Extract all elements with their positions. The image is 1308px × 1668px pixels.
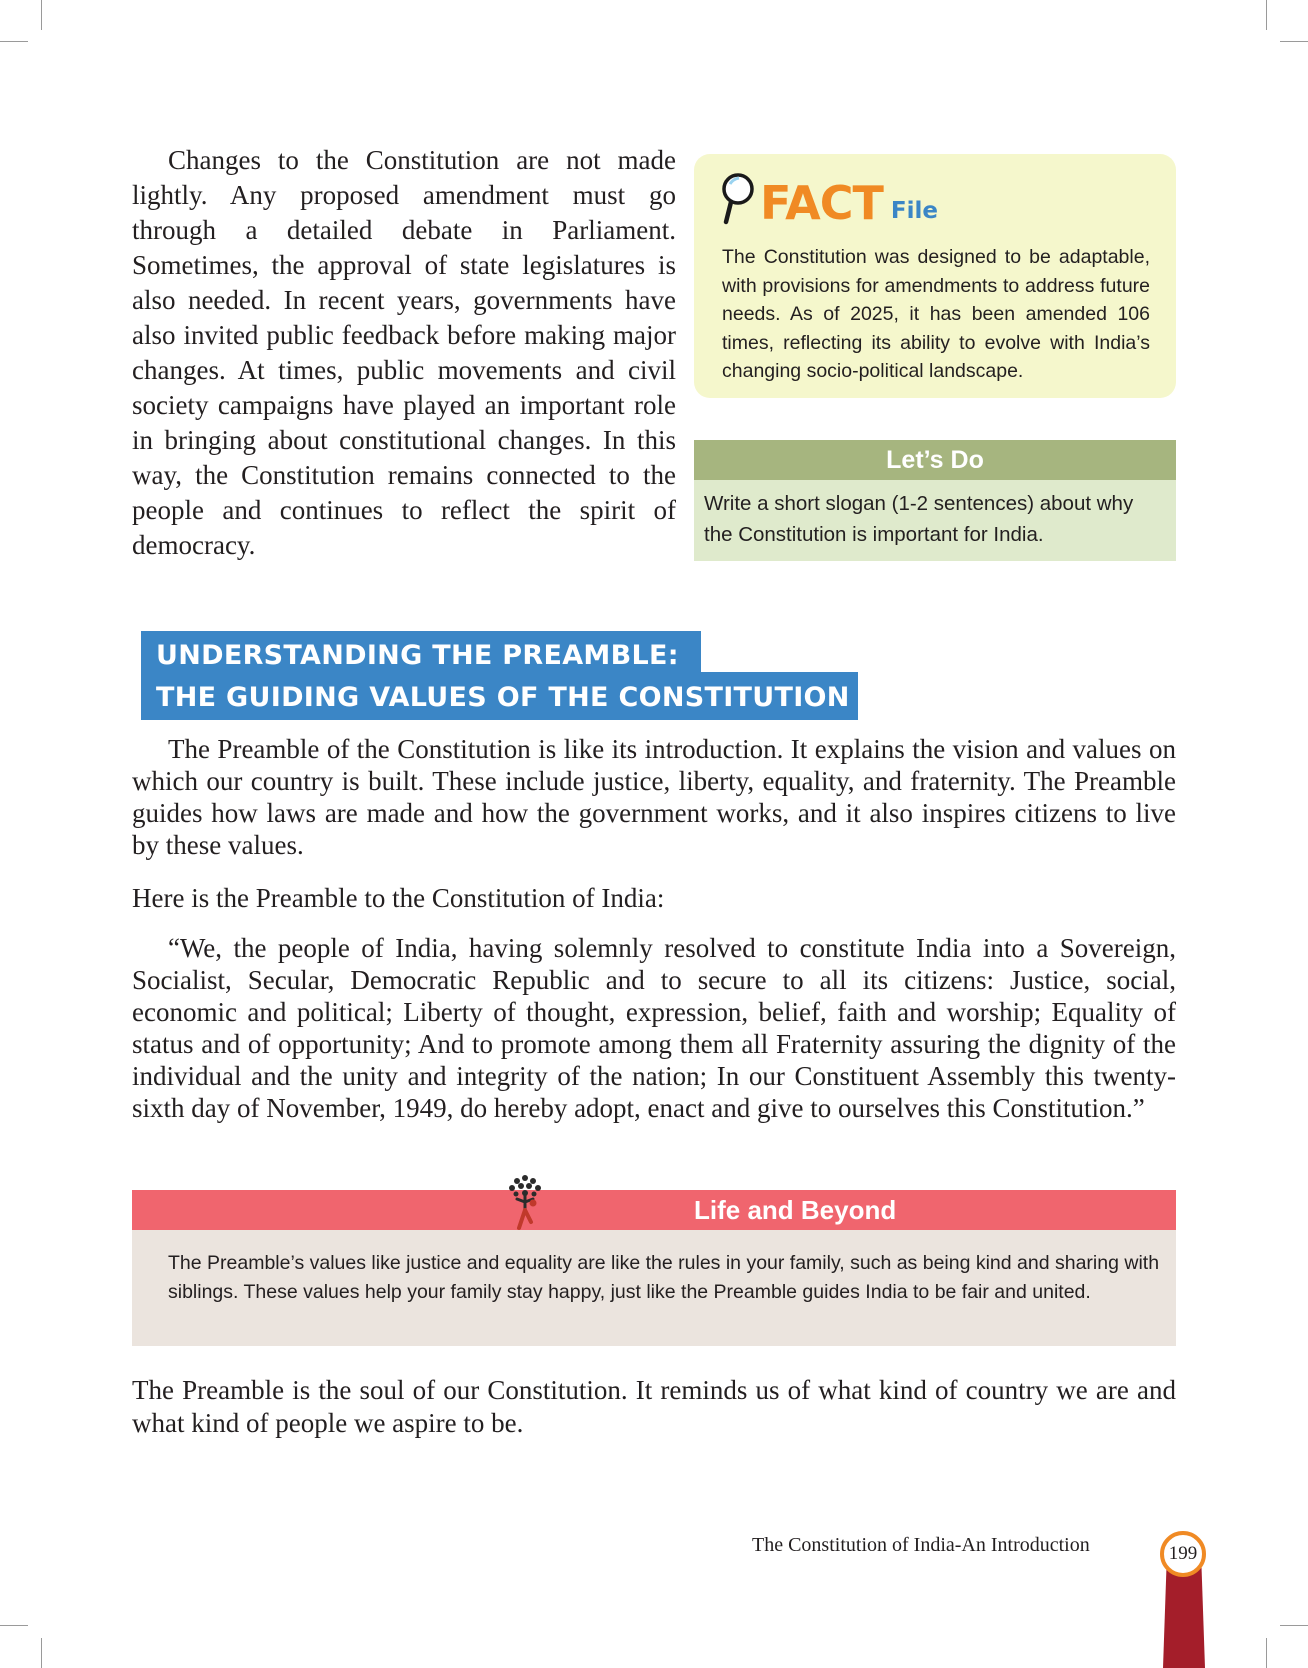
lets-do-title: Let’s Do	[694, 440, 1176, 480]
preamble-lead-line: Here is the Preamble to the Constitution of India:	[132, 883, 665, 913]
fact-file-box	[694, 154, 1176, 398]
crop-mark-top-left-h	[0, 41, 28, 42]
life-and-beyond-text: The Preamble’s values like justice and equality are like the rules in your family, such as being kind and sharing with siblings. These values help your family stay happy, just like the Preamble guides India to be fair and united.	[132, 1230, 1176, 1346]
tree-person-icon	[502, 1172, 548, 1232]
magnifier-icon	[718, 170, 758, 228]
crop-mark-top-right-h	[1280, 41, 1308, 42]
crop-mark-bottom-right-h	[1280, 1625, 1308, 1626]
preamble-quote: “We, the people of India, having solemnly resolved to constitute India into a Sovereign, Socialist, Secular, Democratic Republic and to secure to all its citizens: Justice, social, economic and political; Liberty of thought, expression, belief, faith and worship; Equality of status and of opportunity; And to promote among them all Fraternity assuring the dignity of the individual and the unity and integrity of the nation; In our Constituent Assembly this twenty-sixth day of November, 1949, do hereby adopt, enact and give to ourselves this Constitution.”	[132, 933, 1176, 1123]
life-and-beyond-header	[132, 1190, 1176, 1230]
fact-file-text: The Constitution was designed to be adaptable, with provisions for amendments to address future needs. As of 2025, it has been amended 106 times, reflecting its ability to evolve with India’s changing socio-political landscape.	[722, 246, 1150, 383]
crop-mark-top-left-v	[41, 0, 42, 30]
footer-chapter-title: The Constitution of India-An Introduction	[752, 1534, 1090, 1556]
life-and-beyond-title: Life and Beyond	[694, 1195, 897, 1225]
fact-title: FACT	[760, 176, 883, 230]
section-heading-line-1: UNDERSTANDING THE PREAMBLE:	[156, 640, 679, 671]
section-heading-line-2: THE GUIDING VALUES OF THE CONSTITUTION	[156, 682, 850, 713]
crop-mark-bottom-left-h	[0, 1625, 28, 1626]
lets-do-text: Write a short slogan (1-2 sentences) about why the Constitution is important for India.	[694, 480, 1176, 561]
fact-file-header	[718, 168, 938, 228]
crop-mark-top-right-v	[1266, 0, 1267, 30]
crop-mark-bottom-left-v	[41, 1638, 42, 1668]
file-subtitle: File	[890, 198, 938, 224]
preamble-intro-paragraph: The Preamble of the Constitution is like its introduction. It explains the vision and values on which our country is built. These include justice, liberty, equality, and fraternity. The Preamble guides how laws are made and how the government works, and it also inspires citizens to live by these values.	[132, 734, 1176, 860]
intro-paragraph: Changes to the Constitution are not made lightly. Any proposed amendment must go through a detailed debate in Parliament. Sometimes, the approval of state legislatures is also needed. In recent years, governments have also invited public feedback before making major changes. At times, public movements and civil society campaigns have played an important role in bringing about constitutional changes. In this way, the Constitution remains connected to the people and continues to reflect the spirit of democracy.	[132, 145, 676, 560]
page-number-badge: 199	[1160, 1531, 1206, 1577]
closing-paragraph: The Preamble is the soul of our Constitution. It reminds us of what kind of country we are and what kind of people we aspire to be.	[132, 1375, 1176, 1438]
crop-mark-bottom-right-v	[1266, 1638, 1267, 1668]
